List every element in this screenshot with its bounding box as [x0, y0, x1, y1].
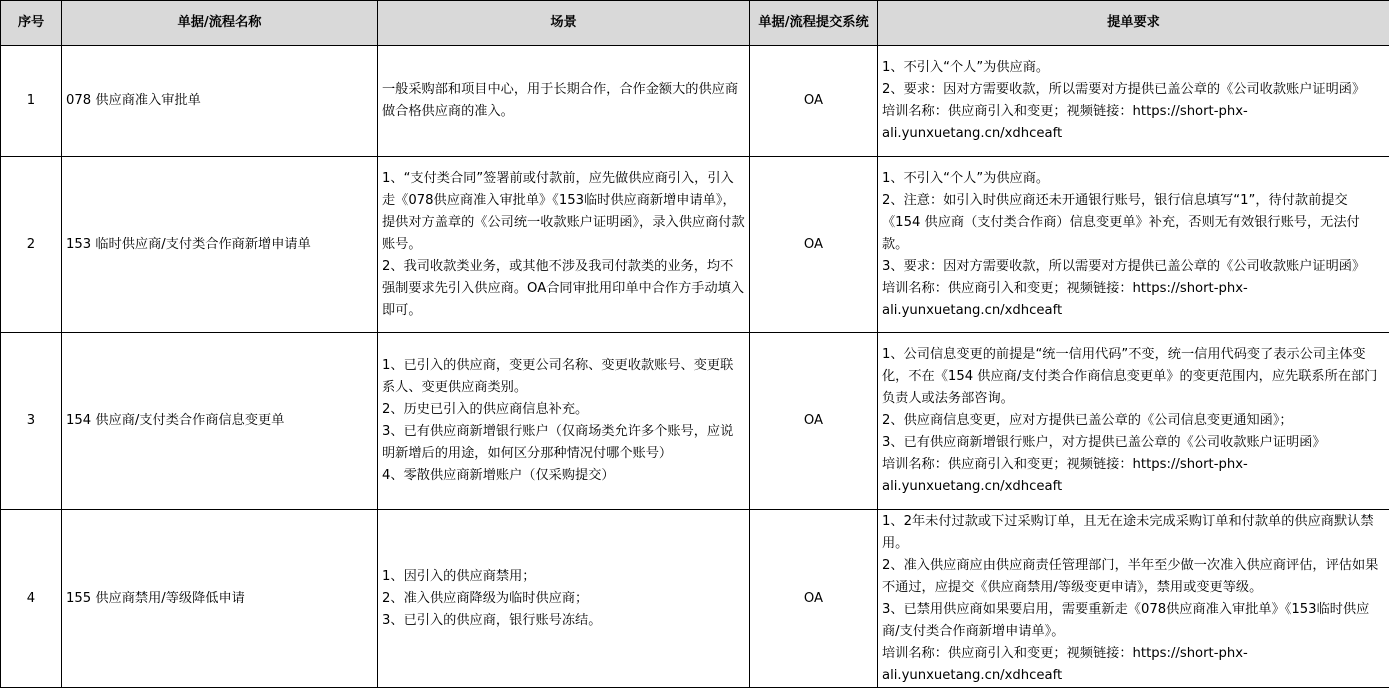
- header-scene: 场景: [378, 1, 750, 46]
- row-requirements: [878, 510, 1389, 688]
- row-scene: [378, 157, 750, 333]
- header-system: 单据/流程提交系统: [750, 1, 878, 46]
- req-line: 1、公司信息变更的前提是“统一信用代码”不变，统一信用代码变了表示公司主体变化，不在《154 供应商/支付类合作商信息变更单》的变更范围内，应先联系所在部门负责人或法务部咨询。: [882, 344, 1385, 410]
- row-system: OA: [750, 46, 878, 157]
- scene-line: 2、历史已引入的供应商信息补充。: [382, 399, 745, 421]
- row-system: OA: [750, 510, 878, 688]
- header-requirements: 提单要求: [878, 1, 1389, 46]
- row-name: 153 临时供应商/支付类合作商新增申请单: [62, 157, 378, 333]
- scene-line: 1、已引入的供应商，变更公司名称、变更收款账号、变更联系人、变更供应商类别。: [382, 355, 745, 399]
- scene-line: 1、“支付类合同”签署前或付款前，应先做供应商引入，引入走《078供应商准入审批单》《153临时供应商新增申请单》，提供对方盖章的《公司统一收款账户证明函》，录入供应商付款账号。: [382, 168, 745, 256]
- row-requirements: [878, 333, 1389, 510]
- row-name: 155 供应商禁用/等级降低申请: [62, 510, 378, 688]
- scene-line: 3、已有供应商新增银行账户（仅商场类允许多个账号，应说明新增后的用途，如何区分那种情况付哪个账号）: [382, 421, 745, 465]
- scene-line: 4、零散供应商新增账户（仅采购提交）: [382, 465, 745, 487]
- row-scene: [378, 333, 750, 510]
- req-line: 培训名称：供应商引入和变更；视频链接：https://short-phx-ali.yunxuetang.cn/xdhceaft: [882, 454, 1385, 498]
- req-line: 培训名称：供应商引入和变更；视频链接：https://short-phx-ali.yunxuetang.cn/xdhceaft: [882, 101, 1385, 145]
- row-number: 4: [1, 510, 62, 688]
- table-row: [1, 510, 1389, 688]
- row-scene: [378, 46, 750, 157]
- row-name: 154 供应商/支付类合作商信息变更单: [62, 333, 378, 510]
- req-line: 2、供应商信息变更，应对方提供已盖公章的《公司信息变更通知函》；: [882, 410, 1385, 432]
- header-no: 序号: [1, 1, 62, 46]
- row-number: 2: [1, 157, 62, 333]
- row-number: 3: [1, 333, 62, 510]
- req-line: 2、准入供应商应由供应商责任管理部门，半年至少做一次准入供应商评估，评估如果不通过，应提交《供应商禁用/等级变更申请》，禁用或变更等级。: [882, 555, 1385, 599]
- req-line: 3、已禁用供应商如果要启用，需要重新走《078供应商准入审批单》《153临时供应商/支付类合作商新增申请单》。: [882, 599, 1385, 643]
- req-line: 2、要求：因对方需要收款，所以需要对方提供已盖公章的《公司收款账户证明函》: [882, 79, 1385, 101]
- req-line: 培训名称：供应商引入和变更；视频链接：https://short-phx-ali.yunxuetang.cn/xdhceaft: [882, 643, 1385, 687]
- row-number: 1: [1, 46, 62, 157]
- table-row: [1, 333, 1389, 510]
- row-system: OA: [750, 157, 878, 333]
- row-requirements: [878, 46, 1389, 157]
- req-line: 3、已有供应商新增银行账户，对方提供已盖公章的《公司收款账户证明函》: [882, 432, 1385, 454]
- scene-line: 2、准入供应商降级为临时供应商；: [382, 588, 745, 610]
- req-line: 培训名称：供应商引入和变更；视频链接：https://short-phx-ali.yunxuetang.cn/xdhceaft: [882, 278, 1385, 322]
- req-line: 3、要求：因对方需要收款，所以需要对方提供已盖公章的《公司收款账户证明函》: [882, 256, 1385, 278]
- req-line: 1、不引入“个人”为供应商。: [882, 168, 1385, 190]
- req-line: 2、注意：如引入时供应商还未开通银行账号，银行信息填写“1”，待付款前提交《154 供应商（支付类合作商）信息变更单》补充，否则无有效银行账号，无法付款。: [882, 190, 1385, 256]
- row-name: 078 供应商准入审批单: [62, 46, 378, 157]
- table-row: [1, 157, 1389, 333]
- header-row: [1, 1, 1389, 46]
- req-line: 1、2年未付过款或下过采购订单，且无在途未完成采购订单和付款单的供应商默认禁用。: [882, 511, 1385, 555]
- scene-line: 3、已引入的供应商，银行账号冻结。: [382, 610, 745, 632]
- req-line: 1、不引入“个人”为供应商。: [882, 57, 1385, 79]
- row-scene: [378, 510, 750, 688]
- scene-line: 2、我司收款类业务，或其他不涉及我司付款类的业务，均不强制要求先引入供应商。OA合同审批用印单中合作方手动填入即可。: [382, 256, 745, 322]
- row-requirements: [878, 157, 1389, 333]
- scene-line: 一般采购部和项目中心，用于长期合作，合作金额大的供应商做合格供应商的准入。: [382, 79, 745, 123]
- table-row: [1, 46, 1389, 157]
- header-name: 单据/流程名称: [62, 1, 378, 46]
- row-system: OA: [750, 333, 878, 510]
- scene-line: 1、因引入的供应商禁用；: [382, 566, 745, 588]
